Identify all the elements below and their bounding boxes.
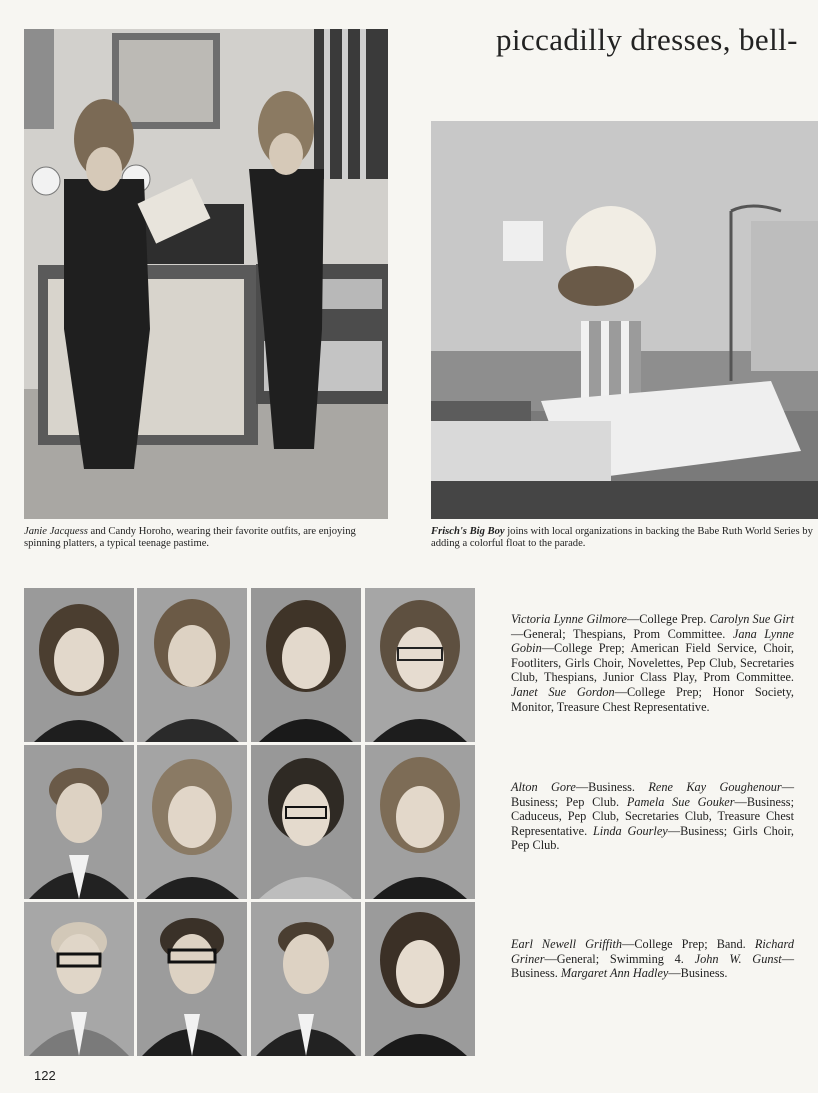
student-details: —College Prep; American Field Service, Choir, Footliters, Girls Choir, Novelettes, Pep Club, Secretaries Club, Thespians, Junior Class Play, Prom Committee. <box>511 641 794 685</box>
student-name: Victoria Lynne Gilmore <box>511 612 627 626</box>
student-name: Carolyn Sue Girt <box>709 612 794 626</box>
student-name: Jana Lynne Gobin <box>511 626 794 656</box>
student-details: —Business. <box>575 780 649 794</box>
portrait <box>251 745 361 899</box>
student-details: —Business; Pep Club. <box>511 780 794 809</box>
student-name: Janet Sue Gordon <box>511 684 615 699</box>
caption-text: and Candy Horoho, wearing their favorite outfits, are enjoying spinning platters, a typical teenage pastime. <box>24 526 356 549</box>
student-details: —College Prep; Band. <box>622 937 755 951</box>
portrait <box>24 902 134 1056</box>
bio-group-1 <box>511 612 794 714</box>
caption-names: Frisch's Big Boy <box>431 526 505 537</box>
portrait <box>137 588 247 742</box>
student-details: —Business; Caduceus, Pep Club, Secretaries Club, Treasure Chest Representative. <box>511 794 794 838</box>
student-name: Alton Gore <box>511 780 576 794</box>
portrait-grid <box>24 588 477 1054</box>
student-details: —General; Swimming 4. <box>544 951 695 966</box>
bio-group-3 <box>511 937 794 981</box>
student-name: Margaret Ann Hadley <box>560 966 669 981</box>
photo-caption-left <box>24 526 388 550</box>
student-name: Rene Kay Goughenour <box>648 780 782 794</box>
page-headline: piccadilly dresses, bell- <box>496 22 798 57</box>
caption-text: joins with local organizations in backing the Babe Ruth World Series by adding a colorful float to the parade. <box>431 526 813 549</box>
student-details: —Business. <box>668 966 728 981</box>
student-details: —General; Thespians, Prom Committee. <box>511 626 733 641</box>
page-number: 122 <box>34 1068 56 1083</box>
student-name: John W. Gunst <box>694 951 782 966</box>
student-name: Pamela Sue Gouker <box>626 794 735 809</box>
portrait <box>251 902 361 1056</box>
portrait <box>24 745 134 899</box>
student-details: —College Prep; Honor Society, Monitor, Treasure Chest Representative. <box>511 684 794 714</box>
student-name: Richard Griner <box>511 937 794 966</box>
portrait <box>365 588 475 742</box>
student-details: —Business. <box>511 951 794 981</box>
student-details: —College Prep. <box>626 612 710 626</box>
portrait <box>365 745 475 899</box>
student-name: Linda Gourley <box>592 823 668 838</box>
photo-girls-record-player <box>24 29 388 519</box>
bio-group-2 <box>511 780 794 853</box>
portrait <box>137 745 247 899</box>
student-name: Earl Newell Griffith <box>511 937 623 951</box>
caption-names: Janie Jacquess <box>24 526 88 537</box>
portrait <box>137 902 247 1056</box>
photo-caption-right <box>431 526 815 550</box>
portrait <box>251 588 361 742</box>
portrait <box>365 902 475 1056</box>
student-details: —Business; Girls Choir, Pep Club. <box>511 823 795 853</box>
photo-big-boy-float <box>431 121 818 519</box>
portrait <box>24 588 134 742</box>
